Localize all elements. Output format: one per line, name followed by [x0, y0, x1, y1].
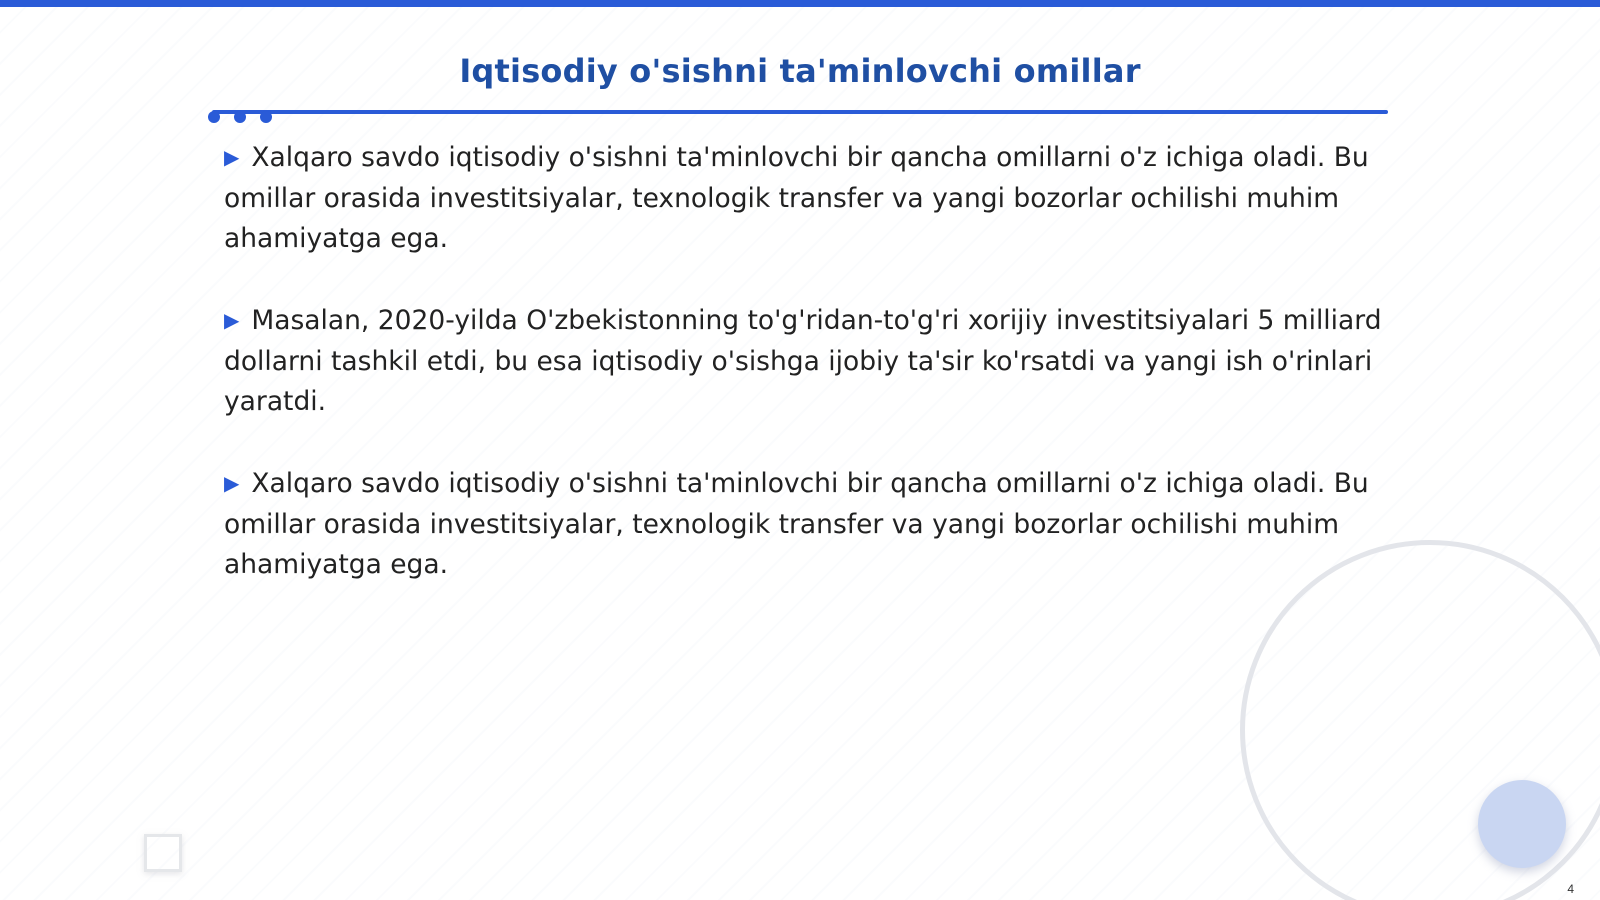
- paragraph-text: Xalqaro savdo iqtisodiy o'sishni ta'minlovchi bir qancha omillarni o'z ichiga oladi. Bu omillar orasida investitsiyalar, texnologik transfer va yangi bozorlar ochilishi muhim ahamiyatga ega.: [224, 468, 1369, 580]
- triangle-bullet-icon: ▶: [224, 145, 240, 169]
- slide-title: Iqtisodiy o'sishni ta'minlovchi omillar: [459, 52, 1141, 90]
- title-underline: [212, 110, 1388, 114]
- triangle-bullet-icon: ▶: [224, 471, 240, 495]
- slide-content: [224, 138, 1384, 627]
- underline-dot: [260, 111, 272, 123]
- bullet-paragraph: [224, 464, 1384, 585]
- paragraph-text: Masalan, 2020-yilda O'zbekistonning to'g'ridan-to'g'ri xorijiy investitsiyalari 5 milliard dollarni tashkil etdi, bu esa iqtisodiy o'sishga ijobiy ta'sir ko'rsatdi va yangi ish o'rinlari yaratdi.: [224, 305, 1382, 417]
- underline-dot: [234, 111, 246, 123]
- decorative-circle: [1478, 780, 1566, 868]
- top-accent-bar: [0, 0, 1600, 7]
- decorative-square: [144, 834, 182, 872]
- bullet-paragraph: [224, 138, 1384, 259]
- bullet-paragraph: [224, 301, 1384, 422]
- underline-dot: [208, 111, 220, 123]
- page-number: 4: [1567, 882, 1574, 896]
- triangle-bullet-icon: ▶: [224, 308, 240, 332]
- paragraph-text: Xalqaro savdo iqtisodiy o'sishni ta'minlovchi bir qancha omillarni o'z ichiga oladi. Bu omillar orasida investitsiyalar, texnologik transfer va yangi bozorlar ochilishi muhim ahamiyatga ega.: [224, 142, 1369, 254]
